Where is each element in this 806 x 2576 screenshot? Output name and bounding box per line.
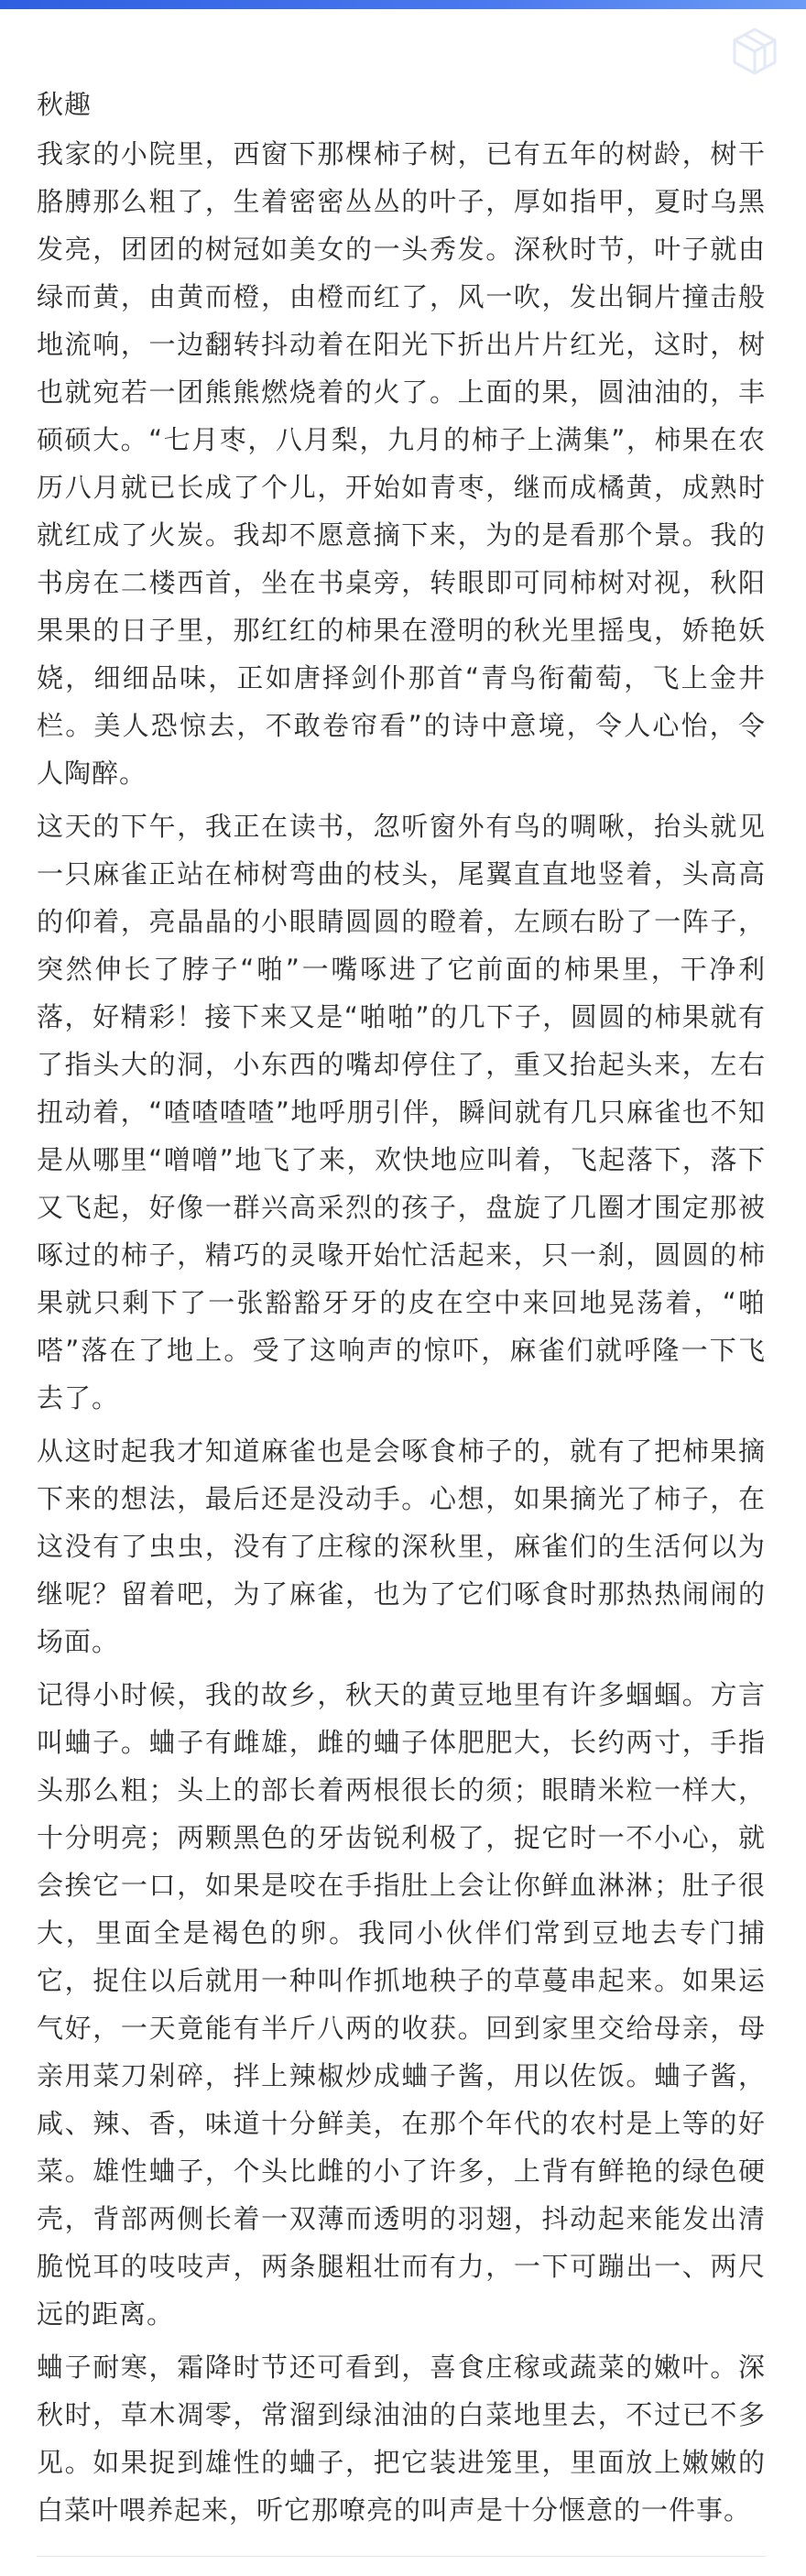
article-paragraph-4: 记得小时候，我的故乡，秋天的黄豆地里有许多蝈蝈。方言叫蛐子。蛐子有雌雄，雌的蛐子体肥肥大，长约两寸，手指头那么粗；头上的部长着两根很长的须；眼睛米粒一样大，十分明亮；两颗黑色的牙齿锐利极了，捉它时一不小心，就会挨它一口，如果是咬在手指肚上会让你鲜血淋淋；肚子很大，里面全是褐色的卵。我同小伙伴们常到豆地去专门捕它，捉住以后就用一种叫作抓地秧子的草蔓串起来。如果运气好，一天竟能有半斤八两的收获。回到家里交给母亲，母亲用菜刀剁碎，拌上辣椒炒成蛐子酱，用以佐饭。蛐子酱，咸、辣、香，味道十分鲜美，在那个年代的农村是上等的好菜。雄性蛐子，个头比雌的小了许多，上背有鲜艳的绿色硬壳，背部两侧长着一双薄而透明的羽翅，抖动起来能发出清脆悦耳的吱吱声，两条腿粗壮而有力，一下可蹦出一、两尺远的距离。: [37, 1679, 766, 2330]
article: [37, 79, 766, 2539]
article-paragraph-5: 蛐子耐寒，霜降时节还可看到，喜食庄稼或蔬菜的嫩叶。深秋时，草木凋零，常溜到绿油油的白菜地里去，不过已不多见。如果捉到雄性的蛐子，把它装进笼里，里面放上嫩嫩的白菜叶喂养起来，听它那嘹亮的叫声是十分惬意的一件事。: [37, 2352, 766, 2526]
article-paragraph-3: 从这时起我才知道麻雀也是会啄食柿子的，就有了把柿果摘下来的想法，最后还是没动手。心想，如果摘光了柿子，在这没有了虫虫，没有了庄稼的深秋里，麻雀们的生活何以为继呢？留着吧，为了麻雀，也为了它们啄食时那热热闹闹的场面。: [37, 1435, 766, 1657]
article-title: 秋趣: [37, 89, 93, 120]
article-paragraph-1: 我家的小院里，西窗下那棵柿子树，已有五年的树龄，树干胳膊那么粗了，生着密密丛丛的叶子，厚如指甲，夏时乌黑发亮，团团的树冠如美女的一头秀发。深秋时节，叶子就由绿而黄，由黄而橙，由橙而红了，风一吹，发出铜片撞击般地流响，一边翻转抖动着在阳光下折出片片红光，这时，树也就宛若一团熊熊燃烧着的火了。上面的果，圆油油的，丰硕硕大。“七月枣，八月梨，九月的柿子上满集”，柿果在农历八月就已长成了个儿，开始如青枣，继而成橘黄，成熟时就红成了火炭。我却不愿意摘下来，为的是看那个景。我的书房在二楼西首，坐在书桌旁，转眼即可同柿树对视，秋阳果果的日子里，那红红的柿果在澄明的秋光里摇曳，娇艳妖娆，细细品味，正如唐择剑仆那首“青鸟衔葡萄，飞上金井栏。美人恐惊去，不敢卷帘看”的诗中意境，令人心怡，令人陶醉。: [37, 138, 766, 789]
cube-icon: [729, 26, 780, 77]
top-accent-bar: [0, 0, 806, 9]
article-paragraph-2: 这天的下午，我正在读书，忽听窗外有鸟的啁啾，抬头就见一只麻雀正站在柿树弯曲的枝头，尾翼直直地竖着，头高高的仰着，亮晶晶的小眼睛圆圆的瞪着，左顾右盼了一阵子，突然伸长了脖子“啪”一嘴啄进了它前面的柿果里，干净利落，好精彩！接下来又是“啪啪”的几下子，圆圆的柿果就有了指头大的洞，小东西的嘴却停住了，重又抬起头来，左右扭动着，“喳喳喳喳”地呼朋引伴，瞬间就有几只麻雀也不知是从哪里“噌噌”地飞了来，欢快地应叫着，飞起落下，落下又飞起，好像一群兴高采烈的孩子，盘旋了几圈才围定那被啄过的柿子，精巧的灵喙开始忙活起来，只一刹，圆圆的柿果就只剩下了一张豁豁牙牙的皮在空中来回地晃荡着，“啪嗒”落在了地上。受了这响声的惊吓，麻雀们就呼隆一下飞去了。: [37, 811, 766, 1414]
bottom-divider: [37, 2556, 766, 2557]
